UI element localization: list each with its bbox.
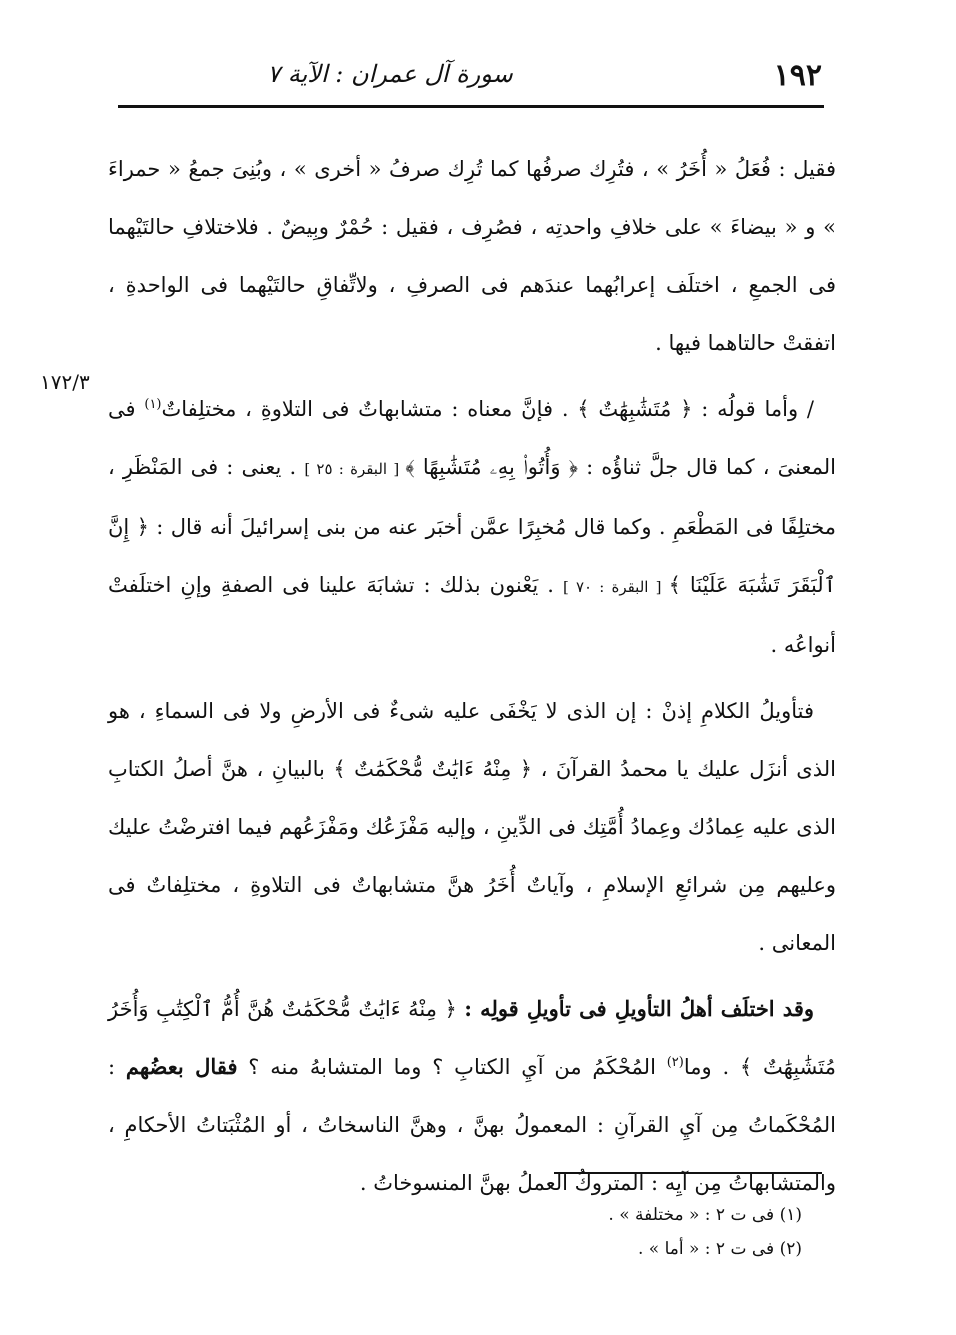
paragraph-2 — [108, 380, 836, 674]
citation-baqarah-25: [ البقرة : ٢٥ ] — [304, 460, 406, 478]
header-rule — [118, 105, 824, 108]
paragraph-3: فتأويلُ الكلامِ إذنْ : إن الذى لا يَخْفَى عليه شىءٌ فى الأرضِ ولا فى السماءِ ، هو الذى أنزَل عليك يا محمدُ القرآنَ ، ﴿ مِنْهُ ءَايَٰتٌ مُّحْكَمَٰتٌ ﴾ بالبيانِ ، هنَّ أصلُ الكتابِ الذى عليه عِمادُك وعِمادُ أُمَّتِك فى الدِّينِ ، وإليه مَفْزَعُك ومَفْزَعُهم فيما افترضْتُ عليك وعليهم مِن شرائعِ الإسلامِ ، وآياتٌ أُخَرُ هنَّ متشابهاتٌ فى التلاوةِ ، مختلِفاتٌ فى المعانى . — [108, 699, 836, 955]
paragraph-2-part-a: / وأما قولُه : ﴿ مُتَشَٰبِهَٰتٌ ﴾ . فإنَّ معناه : متشابهاتٌ فى التلاوةِ ، مختلِفاتٌ — [161, 397, 815, 421]
footnote-marker-1: (١) — [144, 397, 162, 412]
footnote-1: (١) فى ت ٢ : « مختلفة » . — [608, 1205, 802, 1225]
paragraph-2-part-b: فى المعنىَ ، كما قال جلَّ ثناؤُه : ﴿ وَأُتُوا۟ بِهِۦ مُتَشَٰبِهًا ﴾ — [108, 397, 837, 479]
paragraph-4-part-a: ﴿ مِنْهُ ءَايَٰتٌ مُّحْكَمَٰتٌ هُنَّ أُمُّ ٱلْكِتَٰبِ وَأُخَرُ مُتَشَٰبِهَٰتٌ ﴾ . وما — [108, 997, 836, 1079]
paragraph-4-part-c: : المُحْكَماتُ مِن آيِ القرآنِ : المعمولُ بهنَّ ، وهنَّ الناسخاتُ ، أو المُثْبَتاتُ الأحكامِ ، والمتشابهاتُ مِن آيِه : المتروكُ العملُ بهنَّ المنسوخاتُ . — [108, 1055, 836, 1195]
margin-reference: ١٧٢/٣ — [40, 370, 90, 394]
running-title: سورة آل عمران : الآية ٧ — [267, 60, 513, 88]
footnote-marker-2: (٢) — [666, 1055, 684, 1070]
page-header — [118, 52, 822, 104]
main-text — [108, 140, 836, 1220]
footnote-rule — [554, 1172, 822, 1174]
paragraph-4-part-b: المُحْكَمُ من آيِ الكتابِ ؟ وما المتشابهُ منه ؟ — [237, 1055, 667, 1079]
citation-baqarah-70: [ البقرة : ٧٠ ] — [563, 578, 669, 596]
paragraph-4-bold-lead: وقد اختلَف أهلُ التأويلِ فى تأويلِ قولِه : — [464, 996, 814, 1021]
paragraph-1: فقيل : فُعَلُ « أُخَرُ » ، فتُرِك صرفُها كما تُرِك صرفُ « أخرى » ، وبُنِىَ جمعُ « حمراءَ » و « بيضاءَ » على خلافِ واحدتِه ، فصُرِف ، فقيل : حُمْرٌ وبِيضٌ . فلاختلافِ حالتَيْهما فى الجمعِ ، اختلَف إعرابُهما عندَهم فى الصرفِ ، ولاتِّفاقِ حالتَيْهما فى الواحدةِ ، اتفقتْ حالتاهما فيها . — [108, 157, 836, 355]
footnote-2: (٢) فى ت ٢ : « أما » . — [637, 1239, 802, 1259]
paragraph-4 — [108, 980, 836, 1212]
paragraph-2-part-c: . يعنى : فى المَنْظَرِ ، مختلِفًا فى المَطْعَمِ . وكما قال مُخبِرًا عمَّن أخبَر عنه من بنى إسرائيلَ أنه قال : ﴿ إِنَّ ٱلْبَقَرَ تَشَٰبَهَ عَلَيْنَا ﴾ — [108, 455, 836, 597]
page-number: ١٩٢ — [773, 58, 822, 93]
paragraph-4-bold-phrase: فقال بعضُهم — [125, 1054, 238, 1079]
paragraph-2-part-d: . يَعْنون بذلك : تشابَهَ علينا فى الصفةِ وإنِ اختلَفتْ أنواعُه . — [108, 573, 836, 657]
footnotes — [118, 1200, 822, 1268]
